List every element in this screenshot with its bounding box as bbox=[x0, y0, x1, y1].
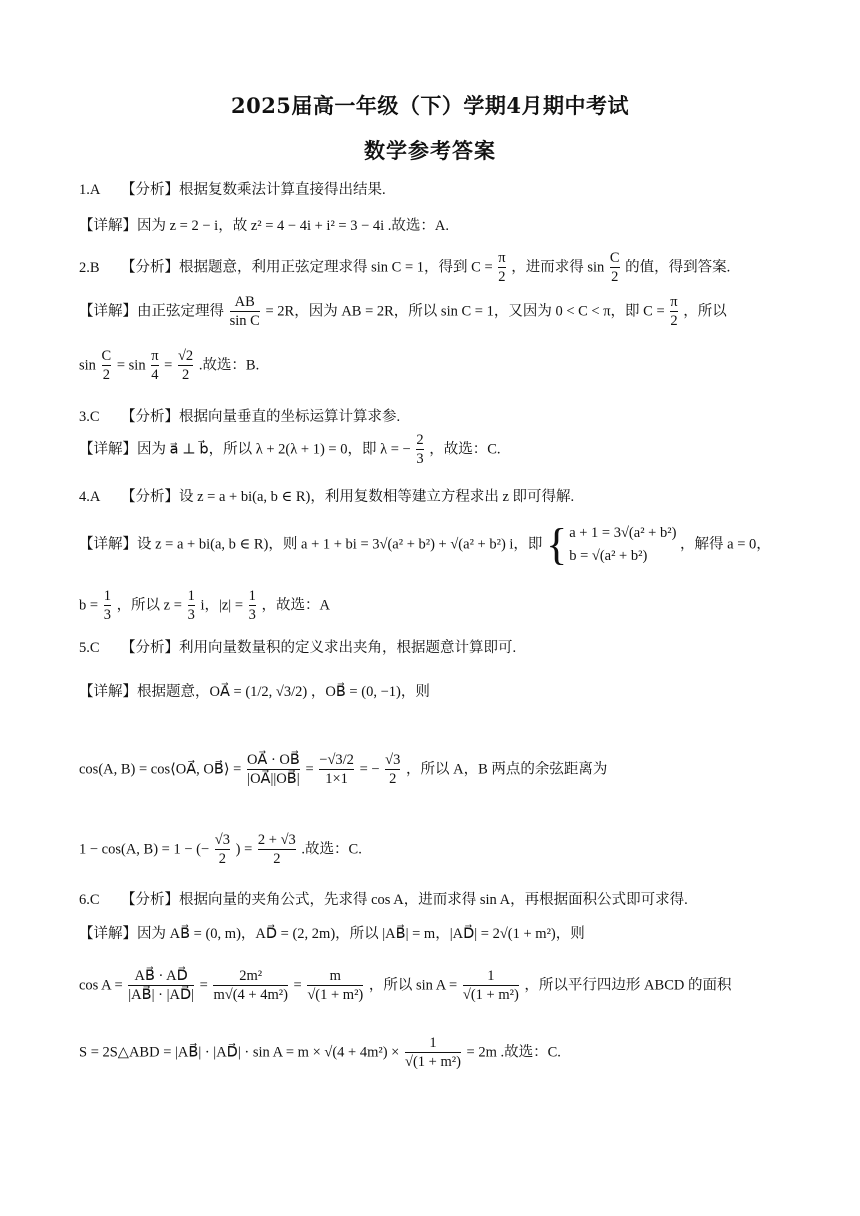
q1-analysis-text: 根据复数乘法计算直接得出结果. bbox=[179, 182, 386, 198]
fraction-denominator: √(1 + m²) bbox=[307, 987, 364, 1004]
fraction-numerator: π bbox=[670, 294, 678, 310]
q3-detail-text-a: 因为 a⃗ ⊥ b⃗，所以 λ + 2(λ + 1) = 0，即 λ = − bbox=[137, 441, 411, 458]
q5-number: 5.C bbox=[79, 640, 100, 656]
q5-detail-line-2 bbox=[79, 752, 607, 789]
q4-detail2-text-b: ，所以 z = bbox=[116, 597, 182, 614]
q2-detail2-fraction-2 bbox=[151, 348, 158, 385]
q6-detail3-text-b: = 2m .故选：C. bbox=[466, 1044, 561, 1061]
q3-analysis-tag: 【分析】 bbox=[121, 409, 179, 425]
fraction-denominator: 2 bbox=[611, 269, 619, 286]
q6-detail3-text-a: S = 2S△ABD = |AB⃗| · |AD⃗| · sin A = m × √(4 + 4m²) × bbox=[79, 1044, 400, 1061]
q6-detail-tag: 【详解】 bbox=[79, 926, 137, 942]
q3-detail-line bbox=[79, 432, 501, 469]
q5-detail-text-b: ，OB⃗ = (0, −1)，则 bbox=[310, 684, 430, 700]
fraction-denominator: |OA⃗||OB⃗| bbox=[247, 771, 300, 788]
q6-detail-text: 因为 AB⃗ = (0, m)，AD⃗ = (2, 2m)，所以 |AB⃗| = m，|AD⃗| = 2√(1 + m²)，则 bbox=[137, 926, 585, 942]
q1-analysis-line bbox=[79, 178, 386, 199]
q1-analysis-tag: 【分析】 bbox=[121, 182, 179, 198]
q2-detail2-text-a: sin bbox=[79, 357, 96, 374]
fraction-denominator: 3 bbox=[416, 451, 424, 468]
q3-analysis-text: 根据向量垂直的坐标运算计算求参. bbox=[179, 409, 401, 425]
q1-number: 1.A bbox=[79, 182, 101, 198]
q5-detail-text-a: 根据题意，OA⃗ = bbox=[137, 684, 242, 700]
fraction-numerator: 1 bbox=[187, 588, 195, 604]
fraction-denominator: 2 bbox=[215, 849, 230, 868]
q2-detail2-fraction-3 bbox=[178, 348, 193, 385]
fraction-numerator: C bbox=[101, 348, 112, 364]
q5-detail2-text-b: = bbox=[305, 761, 314, 778]
q6-analysis-tag: 【分析】 bbox=[121, 892, 179, 908]
fraction-numerator: 1 bbox=[429, 1035, 437, 1051]
q4-detail2-fraction-2 bbox=[188, 588, 195, 625]
q2-detail2-text-b: = sin bbox=[116, 357, 146, 374]
q6-detail2-fraction-1 bbox=[128, 968, 194, 1005]
q1-detail-text: 因为 z = 2 − i，故 z² = 4 − 4i + i² = 3 − 4i .故选：A. bbox=[137, 218, 450, 234]
q4-detail-text-b: ，解得 a = 0， bbox=[680, 536, 771, 553]
fraction-numerator: √2 bbox=[177, 348, 194, 364]
q4-analysis-line bbox=[79, 485, 574, 506]
q2-analysis-text-a: 根据题意，利用正弦定理求得 sin C = 1，得到 C = bbox=[179, 259, 493, 276]
q5-analysis-text: 利用向量数量积的定义求出夹角，根据题意计算即可. bbox=[179, 640, 517, 656]
q3-detail-fraction-2-3 bbox=[416, 432, 423, 469]
q6-detail-line-2 bbox=[79, 968, 731, 1005]
q6-detail-line-3 bbox=[79, 1035, 561, 1072]
q5-detail3-fraction-2 bbox=[258, 832, 296, 869]
fraction-numerator: √3 bbox=[214, 832, 231, 848]
q2-analysis-fraction-pi-2 bbox=[498, 250, 505, 287]
q2-number: 2.B bbox=[79, 259, 100, 276]
q5-detail-vector: (1/2, √3/2) bbox=[245, 684, 308, 700]
q5-analysis-line bbox=[79, 636, 516, 657]
fraction-denominator: m√(4 + 4m²) bbox=[213, 987, 288, 1004]
q6-detail2-text-d: ，所以 sin A = bbox=[368, 977, 458, 994]
fraction-denominator: 3 bbox=[187, 607, 195, 624]
q2-detail-line-2 bbox=[79, 348, 259, 385]
q5-detail2-fraction-2 bbox=[319, 752, 354, 789]
q6-analysis-line bbox=[79, 888, 688, 909]
fraction-numerator: π bbox=[151, 348, 159, 364]
q6-detail3-fraction-1 bbox=[405, 1035, 461, 1072]
fraction-denominator: 4 bbox=[151, 367, 159, 384]
q3-detail-tag: 【详解】 bbox=[79, 441, 137, 458]
q4-detail2-text-a: b = bbox=[79, 597, 99, 614]
fraction-denominator: 3 bbox=[248, 607, 256, 624]
q2-detail-tag: 【详解】 bbox=[79, 303, 137, 320]
q6-detail2-fraction-4 bbox=[463, 968, 519, 1005]
q6-detail2-fraction-3 bbox=[307, 968, 363, 1005]
fraction-numerator: 2m² bbox=[239, 968, 263, 984]
q2-detail2-text-c: = bbox=[164, 357, 173, 374]
fraction-numerator: C bbox=[609, 250, 620, 266]
q2-detail-fraction-pi-2 bbox=[670, 294, 677, 331]
q5-detail-line bbox=[79, 680, 430, 701]
fraction-numerator: AB bbox=[234, 294, 255, 310]
q2-detail-text-a: 由正弦定理得 bbox=[137, 303, 224, 320]
fraction-denominator: 3 bbox=[103, 607, 111, 624]
q5-detail2-text-a: cos(A, B) = cos⟨OA⃗, OB⃗⟩ = bbox=[79, 761, 242, 778]
fraction-denominator: 2 bbox=[258, 849, 296, 868]
fraction-numerator: 2 + √3 bbox=[257, 832, 296, 848]
q5-detail-tag: 【详解】 bbox=[79, 684, 137, 700]
q2-analysis-fraction-c-2 bbox=[610, 250, 620, 287]
q5-detail3-fraction-1 bbox=[215, 832, 230, 869]
q5-detail3-text-c: .故选：C. bbox=[301, 841, 362, 858]
q2-detail2-text-d: .故选：B. bbox=[198, 357, 260, 374]
q4-detail2-fraction-1 bbox=[104, 588, 111, 625]
q3-number: 3.C bbox=[79, 409, 100, 425]
q4-detail2-text-d: ，故选：A bbox=[261, 597, 330, 614]
q4-detail-text-a: 设 z = a + bi(a, b ∈ R)，则 a + 1 + bi = 3√(a² + b²) + √(a² + b²) i，即 bbox=[137, 536, 543, 553]
fraction-denominator: 1×1 bbox=[319, 769, 354, 788]
q4-equation-system bbox=[569, 522, 676, 568]
q4-detail2-text-c: i，|z| = bbox=[200, 597, 244, 614]
document-subtitle: 数学参考答案 bbox=[364, 138, 496, 163]
q6-number: 6.C bbox=[79, 892, 100, 908]
q2-analysis-tag: 【分析】 bbox=[121, 259, 179, 276]
q4-detail2-fraction-3 bbox=[249, 588, 256, 625]
left-brace-icon: { bbox=[546, 520, 568, 570]
fraction-denominator: 2 bbox=[102, 367, 110, 384]
q2-analysis-line bbox=[79, 250, 730, 287]
equation-2: b = √(a² + b²) bbox=[569, 548, 648, 565]
q5-detail3-text-b: ) = bbox=[235, 841, 253, 858]
q6-detail2-text-b: = bbox=[199, 977, 208, 994]
q2-detail-line bbox=[79, 294, 727, 331]
equation-1: a + 1 = 3√(a² + b²) bbox=[569, 525, 677, 541]
q4-detail-line-2 bbox=[79, 588, 330, 625]
fraction-denominator: 2 bbox=[670, 313, 678, 330]
q5-detail3-text-a: 1 − cos(A, B) = 1 − (− bbox=[79, 841, 210, 858]
fraction-denominator: 2 bbox=[178, 365, 193, 384]
document-title: 2025届高一年级（下）学期4月期中考试 bbox=[230, 93, 630, 118]
q2-detail-text-c: ，所以 bbox=[683, 303, 727, 320]
fraction-denominator: 2 bbox=[498, 269, 506, 286]
fraction-numerator: m bbox=[329, 968, 341, 984]
fraction-numerator: OA⃗ · OB⃗ bbox=[246, 752, 300, 768]
q5-analysis-tag: 【分析】 bbox=[121, 640, 179, 656]
fraction-numerator: √3 bbox=[385, 752, 401, 768]
q2-detail-text-b: = 2R，因为 AB = 2R，所以 sin C = 1，又因为 0 < C < π，即 C = bbox=[265, 303, 665, 320]
q1-detail-tag: 【详解】 bbox=[79, 218, 137, 234]
fraction-denominator: 2 bbox=[385, 769, 400, 788]
fraction-numerator: π bbox=[498, 250, 506, 266]
q4-detail-tag: 【详解】 bbox=[79, 536, 137, 553]
fraction-numerator: AB⃗ · AD⃗ bbox=[134, 968, 188, 984]
q2-analysis-text-c: 的值，得到答案. bbox=[625, 259, 731, 276]
q5-detail2-text-d: ，所以 A，B 两点的余弦距离为 bbox=[406, 761, 608, 778]
q6-detail2-text-a: cos A = bbox=[79, 977, 123, 994]
q1-detail-line bbox=[79, 214, 449, 235]
q5-detail-line-3 bbox=[79, 832, 362, 869]
q2-detail2-fraction-1 bbox=[102, 348, 112, 385]
q4-analysis-text: 设 z = a + bi(a, b ∈ R)，利用复数相等建立方程求出 z 即可得解. bbox=[179, 489, 575, 505]
q5-detail2-text-c: = − bbox=[359, 761, 380, 778]
fraction-denominator: |AB⃗| · |AD⃗| bbox=[128, 987, 195, 1004]
fraction-numerator: −√3/2 bbox=[319, 752, 354, 768]
q6-detail2-text-c: = bbox=[293, 977, 302, 994]
fraction-denominator: √(1 + m²) bbox=[462, 987, 519, 1004]
fraction-denominator: sin C bbox=[229, 313, 260, 330]
q4-detail-line bbox=[79, 522, 771, 568]
q6-detail2-text-e: ，所以平行四边形 ABCD 的面积 bbox=[524, 977, 732, 994]
q4-number: 4.A bbox=[79, 489, 101, 505]
fraction-numerator: 1 bbox=[103, 588, 111, 604]
fraction-numerator: 1 bbox=[248, 588, 256, 604]
fraction-numerator: 1 bbox=[487, 968, 495, 984]
q3-detail-text-b: ，故选：C. bbox=[429, 441, 501, 458]
q5-detail2-fraction-3 bbox=[385, 752, 400, 789]
q5-detail2-fraction-1 bbox=[247, 752, 300, 789]
fraction-denominator: √(1 + m²) bbox=[404, 1054, 461, 1071]
q2-detail-fraction-ab-sinc bbox=[230, 294, 260, 331]
q2-analysis-text-b: ，进而求得 sin bbox=[511, 259, 605, 276]
fraction-numerator: 2 bbox=[416, 432, 424, 448]
q3-analysis-line bbox=[79, 405, 400, 426]
q6-detail-line bbox=[79, 922, 585, 943]
q4-analysis-tag: 【分析】 bbox=[121, 489, 179, 505]
q6-analysis-text: 根据向量的夹角公式，先求得 cos A，进而求得 sin A，再根据面积公式即可求得. bbox=[179, 892, 688, 908]
q6-detail2-fraction-2 bbox=[213, 968, 287, 1005]
